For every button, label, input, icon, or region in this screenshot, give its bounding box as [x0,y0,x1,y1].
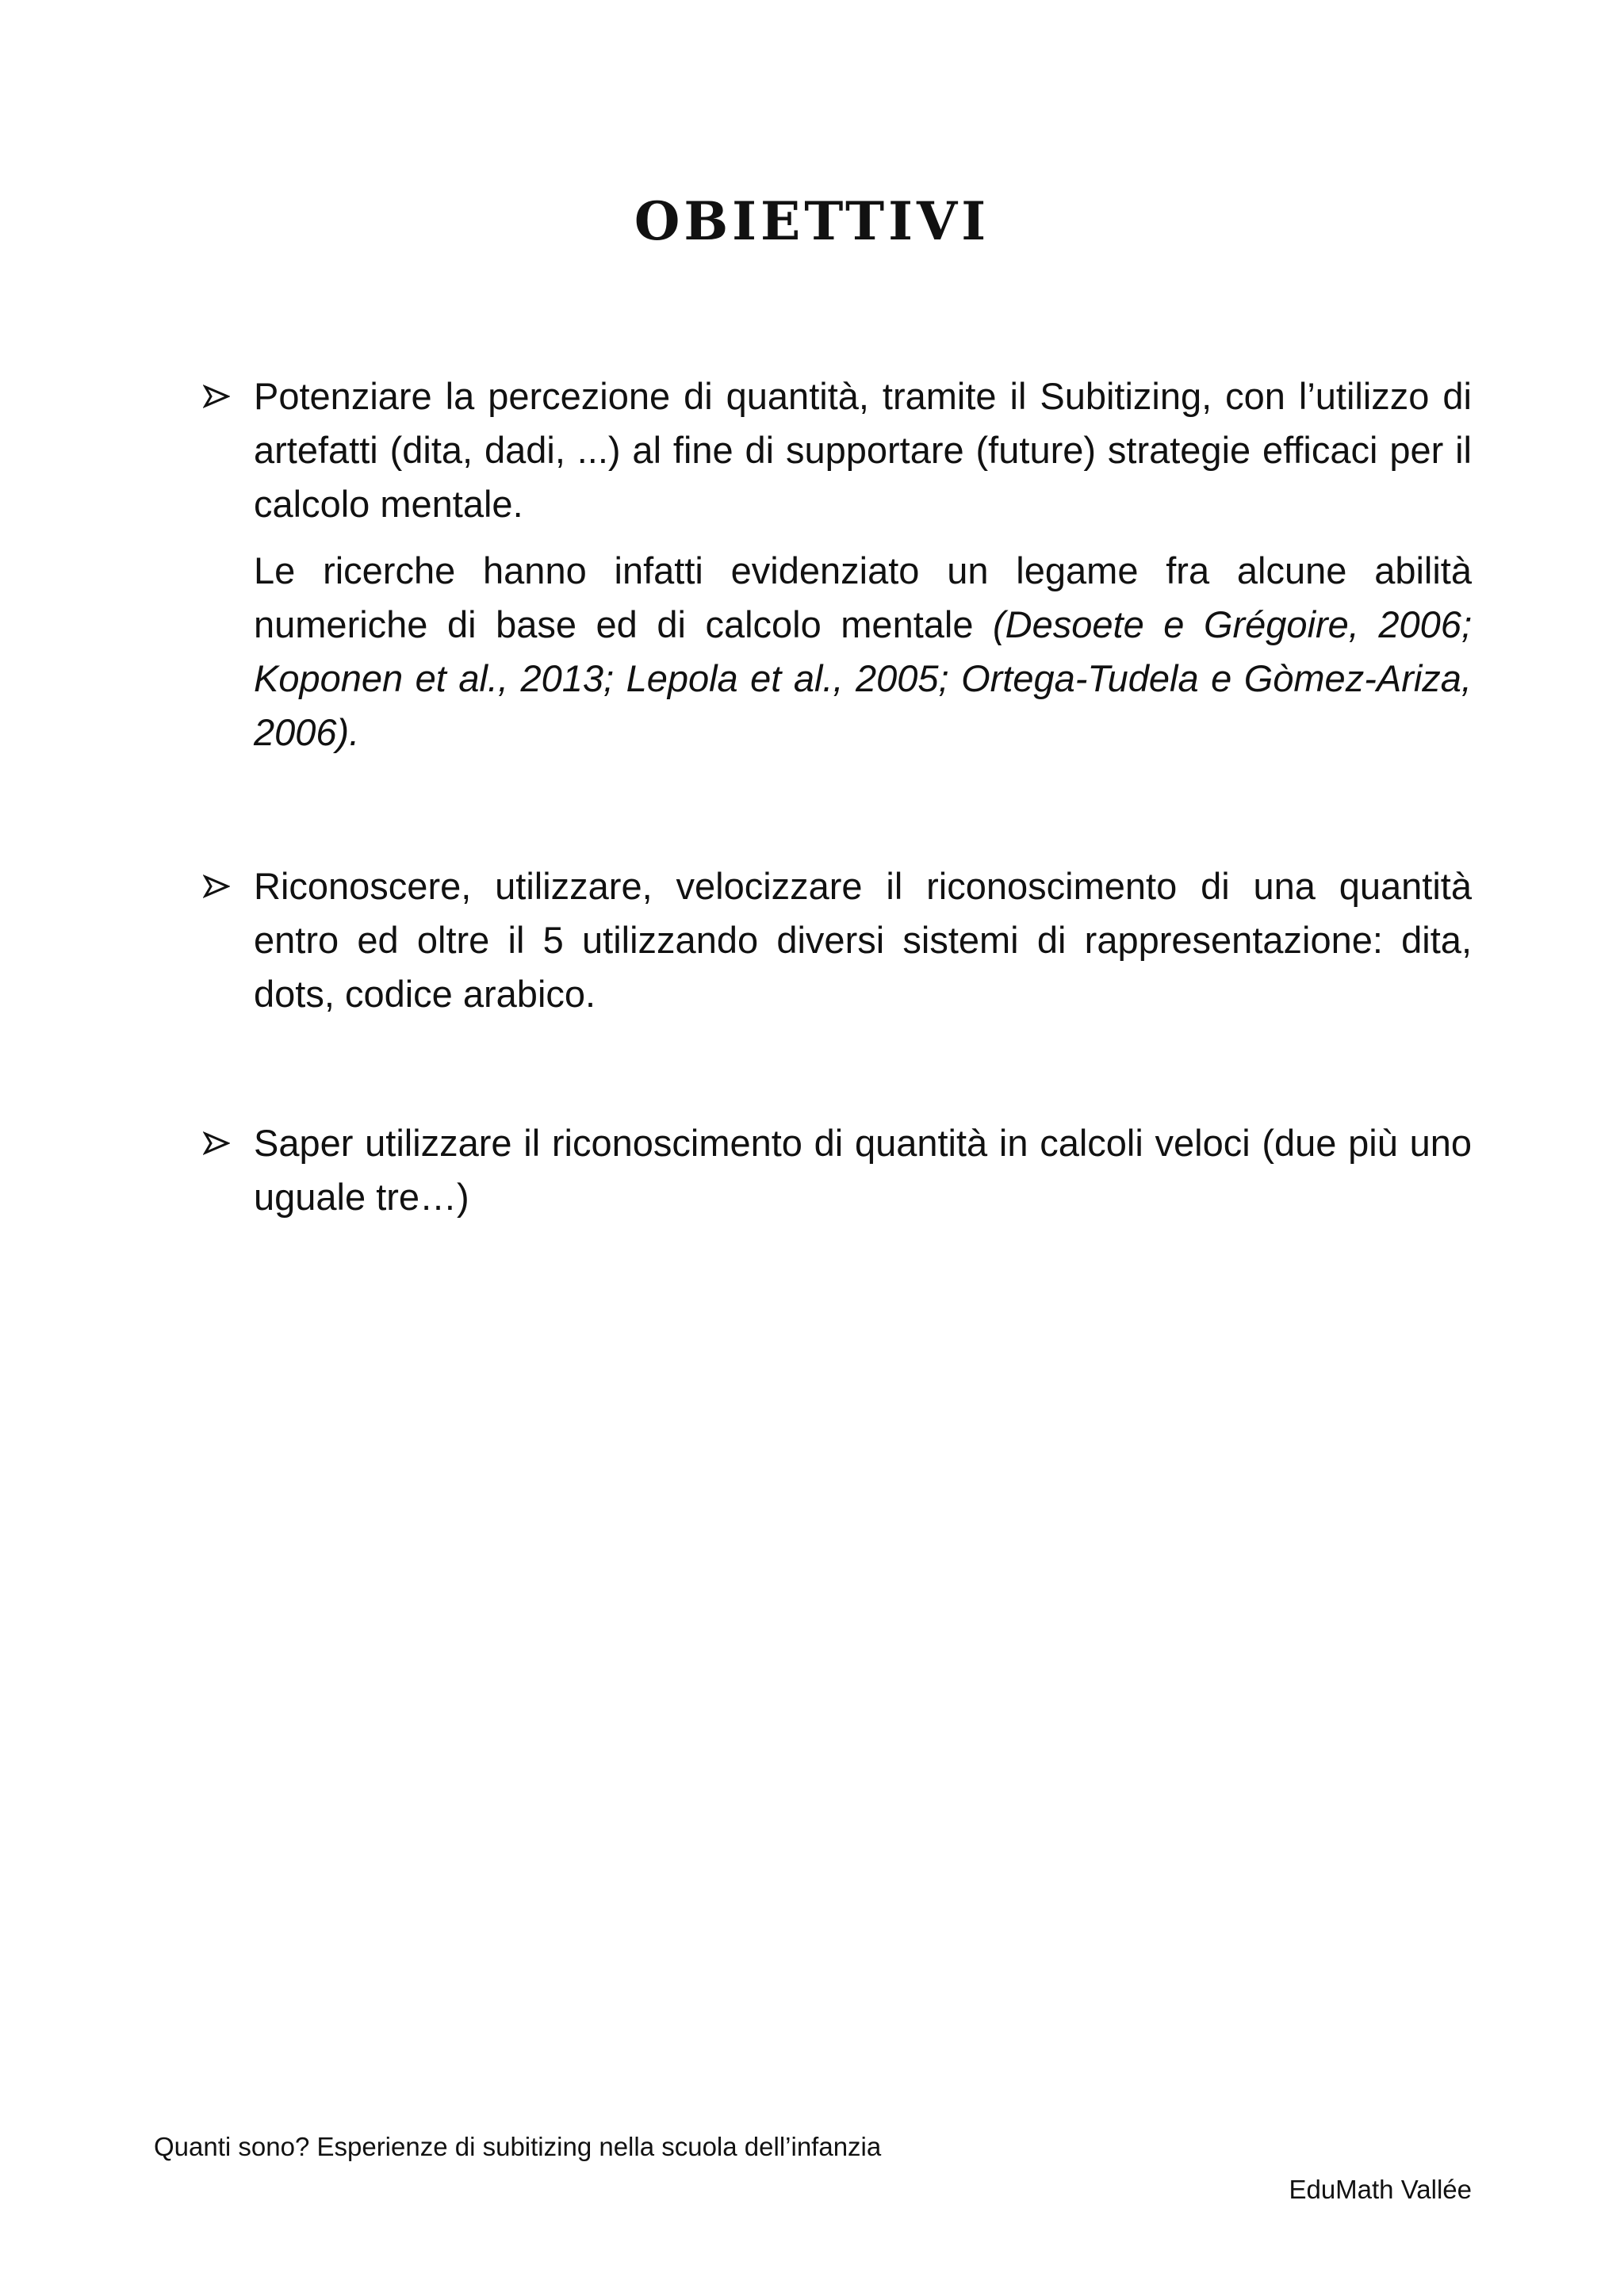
objectives-list [203,369,1472,1224]
objective-item [203,859,1472,1021]
objective-citation: (Desoete e Grégoire, 2006; Koponen et al., 2013; Lepola et al., 2005; Ortega-Tudela e Gòmez-Ariza, 2006). [254,603,1473,753]
page-title: OBIETTIVI [634,190,990,252]
footer-document-title: Quanti sono? Esperienze di subitizing nella scuola dell’infanzia [154,2132,882,2161]
footer-author: EduMath Vallée [1289,2175,1472,2204]
objective-text: Riconoscere, utilizzare, velocizzare il riconoscimento di una quantità entro ed oltre il 5 utilizzando diversi sistemi di rappresentazione: dita, dots, codice arabico. [254,865,1472,1015]
arrowhead-bullet-icon [203,369,254,423]
objective-text: Saper utilizzare il riconoscimento di quantità in calcoli veloci (due più uno uguale tre…) [254,1122,1472,1218]
objective-note-text: Le ricerche hanno infatti evidenziato un legame fra alcune abilità numeriche di base ed di calcolo mentale [254,549,1472,645]
arrowhead-bullet-icon [203,1116,254,1170]
objective-item [203,1116,1472,1224]
arrowhead-bullet-icon [203,859,254,913]
objective-item [203,369,1472,760]
objective-note [254,544,1472,760]
objective-text: Potenziare la percezione di quantità, tramite il Subitizing, con l’utilizzo di artefatti (dita, dadi, ...) al fine di supportare (future) strategie efficaci per il calcolo mentale. [254,375,1472,525]
